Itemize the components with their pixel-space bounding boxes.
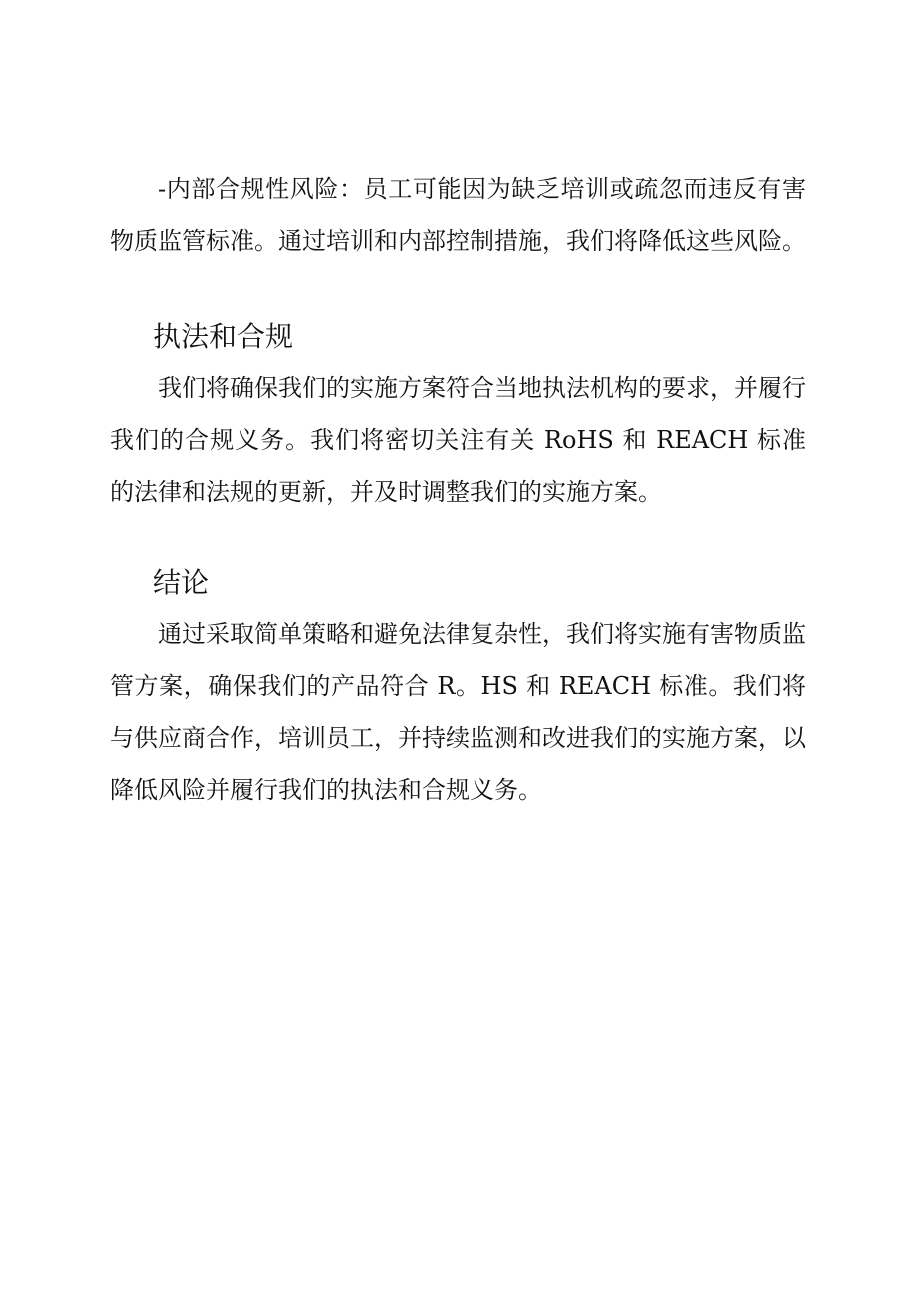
section-body-conclusion: 通过采取简单策略和避免法律复杂性，我们将实施有害物质监管方案，确保我们的产品符合 R。HS 和 REACH 标准。我们将与供应商合作，培训员工，并持续监测和改进我们的实施方案，以降低风险并履行我们的执法和合规义务。 [110, 620, 806, 804]
risk-paragraph: -内部合规性风险：员工可能因为缺乏培训或疏忽而违反有害物质监管标准。通过培训和内部控制措施，我们将降低这些风险。 [110, 175, 806, 255]
section-heading-conclusion: 结论 [153, 566, 210, 599]
section-body-enforcement: 我们将确保我们的实施方案符合当地执法机构的要求，并履行我们的合规义务。我们将密切关注有关 RoHS 和 REACH 标准的法律和法规的更新，并及时调整我们的实施方案。 [110, 374, 806, 506]
section-heading-enforcement: 执法和合规 [153, 320, 294, 353]
